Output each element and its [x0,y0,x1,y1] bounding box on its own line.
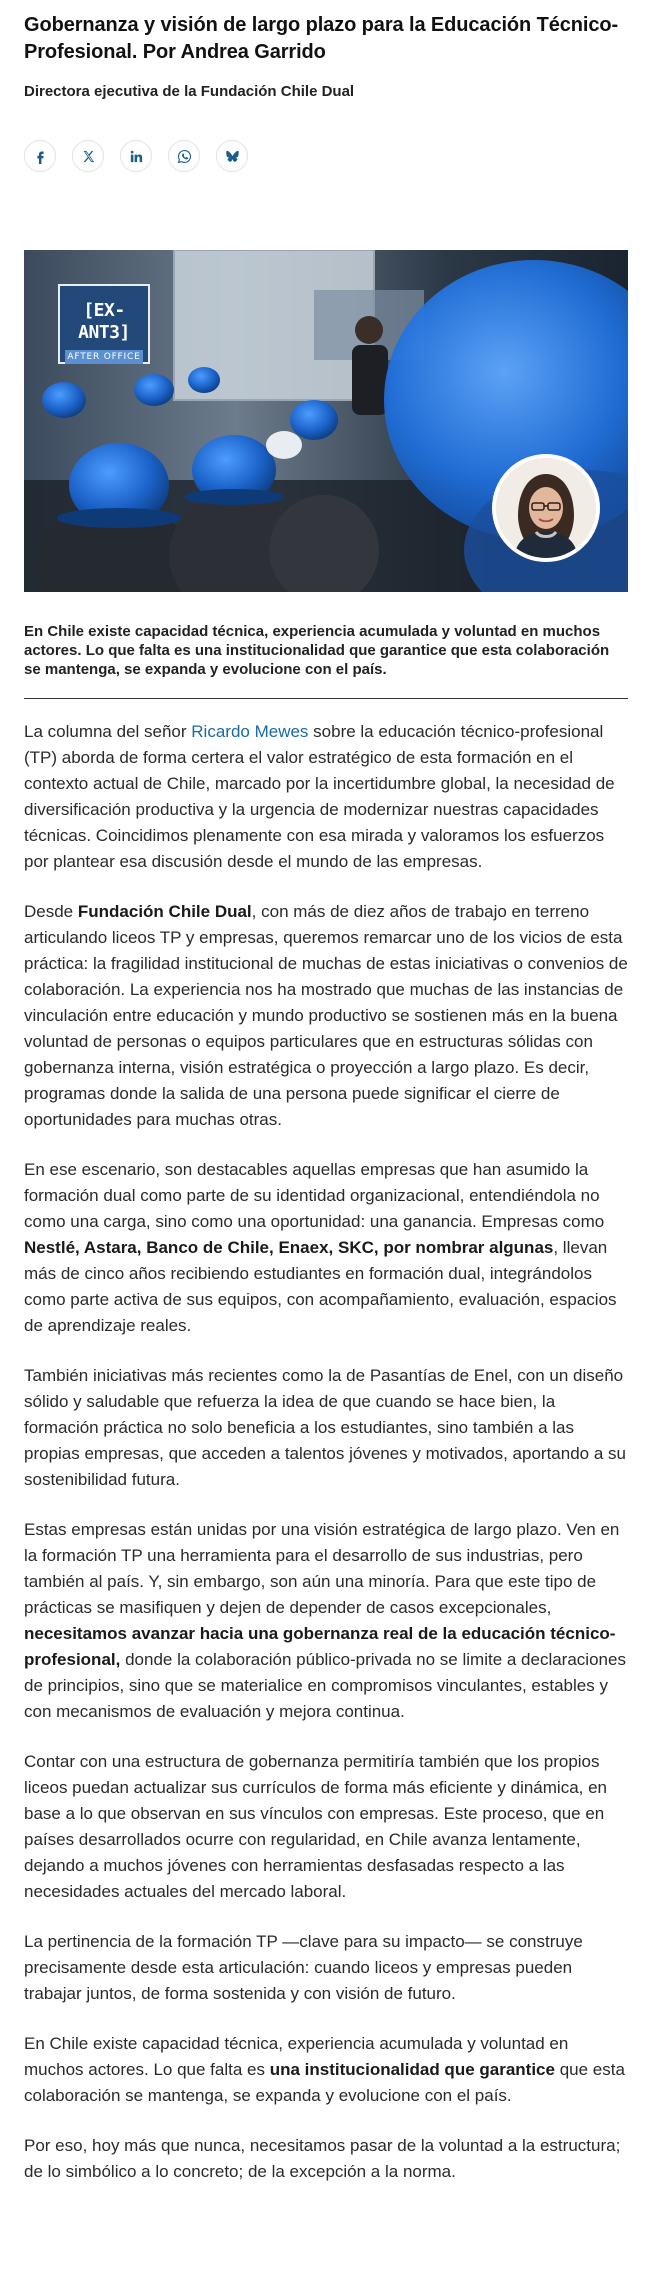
author-avatar [492,454,600,562]
whatsapp-icon [177,149,192,164]
paragraph-6: Contar con una estructura de gobernanza permitiría también que los propios liceos puedan actualizar sus currículos de forma más eficiente y dinámica, en base a lo que observan en sus vínculos con empresas. Este proceso, que en países desarrollados ocurre con regularidad, en Chile avanza lentamente, dejando a muchos jóvenes con herramientas desfasadas respecto a las necesidades actuales del mercado laboral. [24,1752,608,1901]
paragraph-1 [24,719,628,875]
paragraph-5 [24,1517,628,1725]
p3-text-b: , llevan más de cinco años recibiendo estudiantes en formación dual, integrándolos como parte activa de sus equipos, con acompañamiento, evaluación, espacios de aprendizaje reales. [24,1238,617,1335]
bluesky-icon [225,149,240,164]
p1-text-a: La columna del señor [24,722,192,741]
share-x-button[interactable] [72,140,104,172]
p5-text-a: Estas empresas están unidas por una visión estratégica de largo plazo. Ven en la formación TP una herramienta para el desarrollo de sus industrias, pero también al país. Y, sin embargo, son aún una minoría. Para que este tipo de prácticas se masifiquen y dejen de depender de casos excepcionales, [24,1520,620,1617]
linkedin-icon [129,149,144,164]
share-bluesky-button[interactable] [216,140,248,172]
share-linkedin-button[interactable] [120,140,152,172]
p8-text-b: que esta colaboración se mantenga, se expanda y evolucione con el país. [24,2060,625,2105]
p1-text-b: sobre la educación técnico-profesional (TP) aborda de forma certera el valor estratégico de esta formación en el contexto actual de Chile, marcado por la incertidumbre global, la necesidad de diversificación productiva y la urgencia de modernizar nuestras capacidades técnicas. Coincidimos plenamente con esa mirada y valoramos los esfuerzos por plantear esa discusión desde el mundo de las empresas. [24,722,615,871]
share-facebook-button[interactable] [24,140,56,172]
p2-text-a: Desde [24,902,78,921]
article-subtitle: Directora ejecutiva de la Fundación Chile Dual [24,83,355,100]
p3-text-a: En ese escenario, son destacables aquellas empresas que han asumido la formación dual como parte de su identidad organizacional, entendiéndola no como una carga, sino como una oportunidad: una ganancia. Empresas como [24,1160,605,1231]
p8-bold: una institucionalidad que garantice [269,2060,555,2079]
hero-image [24,250,628,592]
p3-bold: Nestlé, Astara, Banco de Chile, Enaex, SKC, por nombrar algunas [24,1238,554,1257]
exante-logo [58,284,150,364]
article-lead: En Chile existe capacidad técnica, experiencia acumulada y voluntad en muchos actores. Lo que falta es una institucionalidad que garantice que esta colaboración se mantenga, se expanda y evolucione con el país. [24,623,610,678]
paragraph-8 [24,2031,628,2109]
paragraph-3 [24,1157,628,1339]
logo-sub-text: AFTER OFFICE [65,350,143,364]
ricardo-mewes-link[interactable]: Ricardo Mewes [191,722,309,741]
paragraph-4: También iniciativas más recientes como la de Pasantías de Enel, con un diseño sólido y saludable que refuerza la idea de que cuando se hace bien, la formación práctica no solo beneficia a los estudiantes, sino también a las propias empresas, que acceden a talentos jóvenes y motivados, aportando a su sostenibilidad futura. [24,1366,626,1489]
article-body [24,719,628,2185]
paragraph-9: Por eso, hoy más que nunca, necesitamos pasar de la voluntad a la estructura; de lo simbólico a lo concreto; de la excepción a la norma. [24,2136,621,2181]
article-title: Gobernanza y visión de largo plazo para la Educación Técnico-Profesional. Por Andrea Garrido [24,14,619,63]
logo-main-text: [EX-ANT3] [78,300,130,343]
author-portrait [496,458,596,558]
paragraph-2 [24,899,628,1133]
facebook-icon [33,149,48,164]
x-twitter-icon [81,149,96,164]
p5-bold: necesitamos avanzar hacia una gobernanza real de la educación técnico-profesional, [24,1624,616,1669]
share-bar [24,140,628,172]
p5-text-b: donde la colaboración público-privada no se limite a declaraciones de principios, sino que se materialice en compromisos vinculantes, estables y con mecanismos de evaluación y mejora continua. [24,1650,626,1721]
paragraph-7: La pertinencia de la formación TP —clave para su impacto— se construye precisamente desde esta articulación: cuando liceos y empresas pueden trabajar juntos, de forma sostenida y con visión de futuro. [24,1932,583,2003]
lead-divider [24,698,628,699]
p8-text-a: En Chile existe capacidad técnica, experiencia acumulada y voluntad en muchos actores. Lo que falta es [24,2034,569,2079]
share-whatsapp-button[interactable] [168,140,200,172]
p2-text-b: , con más de diez años de trabajo en terreno articulando liceos TP y empresas, queremos remarcar uno de los vicios de esta práctica: la fragilidad institucional de muchas de estas iniciativas o convenios de colaboración. La experiencia nos ha mostrado que muchas de las instancias de vinculación entre educación y mundo productivo se sostienen más en la buena voluntad de personas o equipos particulares que en estructuras sólidas con gobernanza interna, visión estratégica o proyección a largo plazo. Es decir, programas donde la salida de una persona puede significar el cierre de oportunidades para muchas otras. [24,902,628,1129]
p2-bold: Fundación Chile Dual [77,902,252,921]
